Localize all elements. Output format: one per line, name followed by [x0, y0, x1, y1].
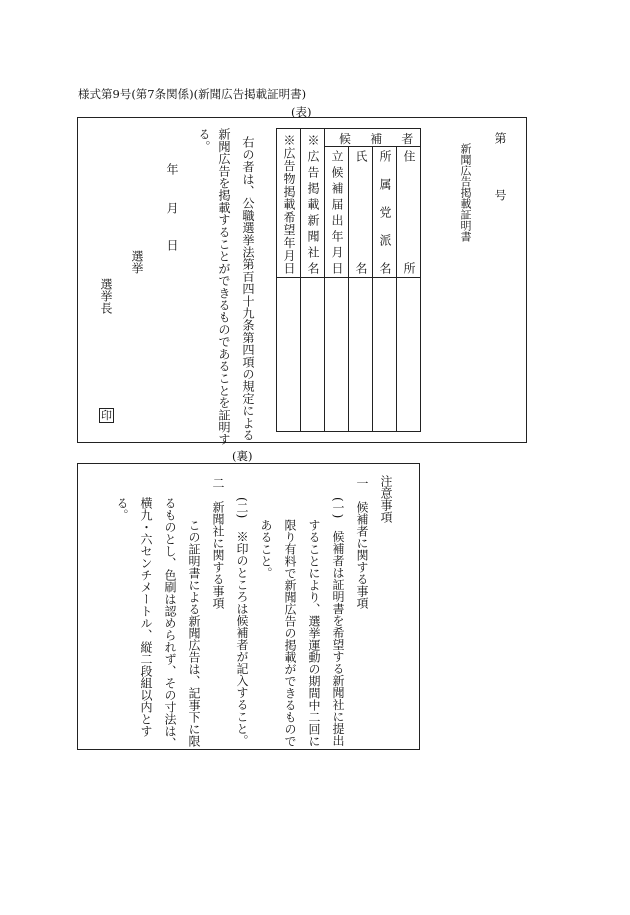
item-1-line-1: (一) 候補者は証明書を希望する新聞社に提出: [331, 497, 345, 747]
row-name: 氏 名: [354, 150, 368, 274]
row-filing-date: 立候補届出年月日: [330, 150, 344, 274]
doc-title: 新聞広告掲載証明書: [459, 143, 472, 242]
section-2-line-4: る。: [115, 497, 129, 521]
front-label: (表): [291, 105, 312, 119]
notes-title: 注意事項: [379, 475, 393, 523]
item-2: (二) ※印のところは候補者が記入すること。: [235, 497, 249, 747]
number-prefix: 第: [493, 132, 507, 144]
body-line-2: 新聞広告を掲載することができるものであることを証明す: [217, 128, 231, 446]
section-2-line-2: るものとし、色刷は認められず、その寸法は、: [163, 497, 177, 749]
section-2-title: 二 新聞社に関する事項: [211, 477, 225, 609]
date-year: 年: [165, 163, 179, 175]
candidate-header: 候 補 者: [339, 132, 418, 146]
row-ad-date: ※広告物掲載希望年月日: [282, 134, 296, 274]
date-day: 日: [165, 239, 179, 251]
form-title: 様式第9号(第7条関係)(新聞広告掲載証明書): [78, 87, 307, 101]
row-newspaper: ※広告掲載新聞社名: [306, 134, 320, 274]
section-2-line-3: 横九・六センチメートル、縦二段組以内とす: [139, 497, 153, 737]
body-line-3: る。: [197, 128, 211, 153]
number-suffix: 号: [493, 189, 507, 201]
seal-mark: 印: [101, 409, 112, 422]
row-address: 住 所: [402, 150, 416, 274]
date-month: 月: [165, 202, 179, 214]
section-2-line-1: この証明書による新聞広告は、記事下に限: [187, 519, 201, 747]
election-name: 選挙: [130, 250, 144, 274]
back-label: (裏): [232, 449, 253, 463]
returning-officer: 選挙長: [99, 278, 113, 314]
item-1-line-2: することにより、選挙運動の期間中二回に: [307, 519, 321, 747]
body-line-1: 右の者は、公職選挙法第百四十九条第四項の規定による: [241, 136, 255, 441]
item-1-line-3: 限り有料で新聞広告の掲載ができるもので: [283, 519, 297, 747]
item-1-line-4: あること。: [259, 519, 273, 579]
section-1-title: 一 候補者に関する事項: [355, 477, 369, 609]
row-party: 所属党派名: [378, 150, 392, 274]
